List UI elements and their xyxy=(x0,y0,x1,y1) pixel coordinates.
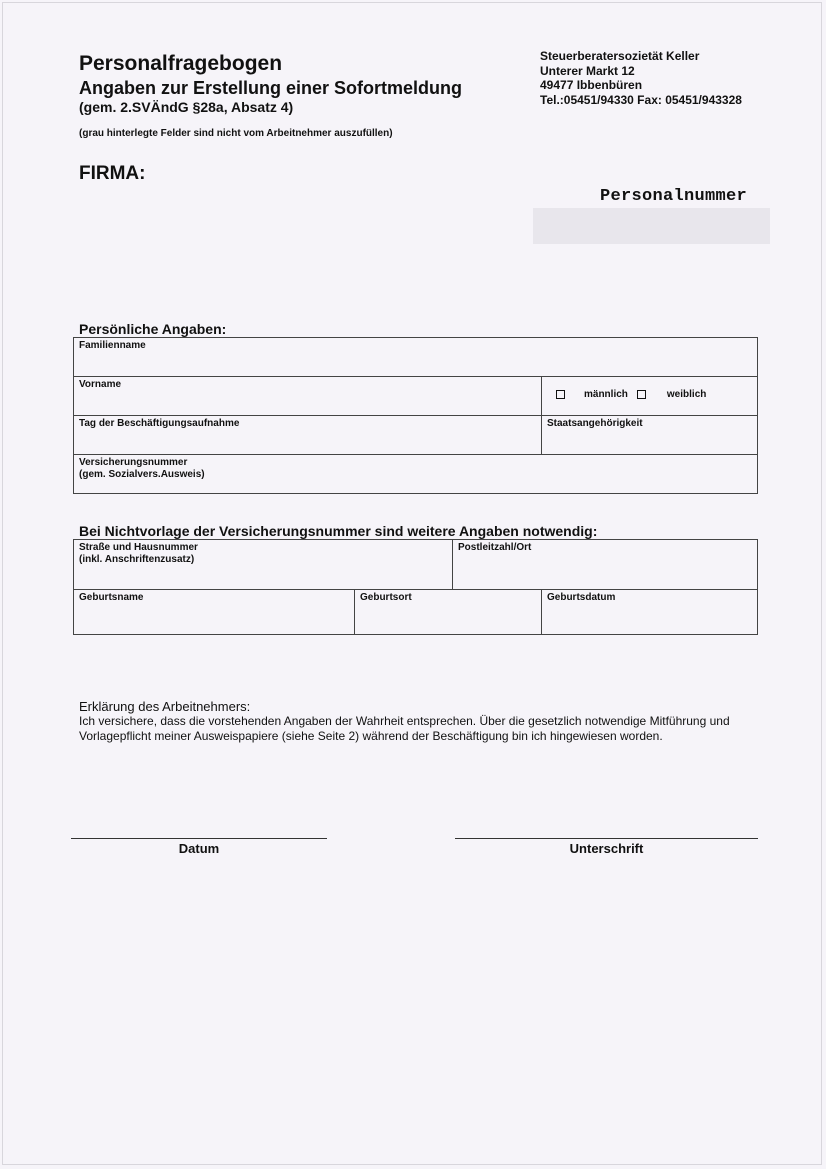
office-city: 49477 Ibbenbüren xyxy=(540,78,643,92)
first-name-field[interactable] xyxy=(73,376,542,416)
nationality-field[interactable] xyxy=(541,415,758,455)
signature-line[interactable] xyxy=(455,838,758,839)
office-contact: Tel.:05451/94330 Fax: 05451/943328 xyxy=(540,92,742,107)
start-date-field[interactable] xyxy=(73,415,542,455)
nationality-label: Staatsangehörigkeit xyxy=(547,418,643,429)
declaration-text: Ich versichere, dass die vorstehenden Angaben der Wahrheit entsprechen. Über die gesetzlich notwendige Mitführung und Vorlagepflicht meiner Ausweispapiere (siehe Seite 2) während der Beschäftigung bin ich hingewiesen worden. xyxy=(79,714,730,743)
male-label: männlich xyxy=(584,389,628,400)
street-label: Straße und Hausnummer xyxy=(79,542,198,553)
office-street: Unterer Markt 12 xyxy=(540,63,635,78)
personnel-number-label: Personalnummer xyxy=(600,187,748,206)
gray-field-note: (grau hinterlegte Felder sind nicht vom Arbeitnehmer auszufüllen) xyxy=(79,128,393,139)
declaration-title: Erklärung des Arbeitnehmers: xyxy=(79,699,251,714)
additional-section-title: Bei Nichtvorlage der Versicherungsnummer sind weitere Angaben notwendig: xyxy=(79,523,598,539)
family-name-field[interactable] xyxy=(73,337,758,377)
postal-label: Postleitzahl/Ort xyxy=(458,542,532,553)
page-subtitle: Angaben zur Erstellung einer Sofortmeldung xyxy=(79,78,463,98)
birth-name-field[interactable] xyxy=(73,589,355,635)
family-name-label: Familienname xyxy=(79,340,146,351)
start-date-label: Tag der Beschäftigungsaufnahme xyxy=(79,418,240,429)
street-note: (inkl. Anschriftenzusatz) xyxy=(79,554,195,565)
company-label: FIRMA: xyxy=(79,163,146,184)
personnel-number-field[interactable] xyxy=(533,208,770,244)
birth-place-field[interactable] xyxy=(354,589,542,635)
office-name: Steuerberatersozietät Keller xyxy=(540,49,700,63)
insurance-number-field[interactable] xyxy=(73,454,758,494)
gender-options xyxy=(556,389,706,400)
date-label: Datum xyxy=(178,841,220,856)
postal-field[interactable] xyxy=(452,539,758,590)
street-field[interactable] xyxy=(73,539,453,590)
page-title: Personalfragebogen xyxy=(79,52,283,75)
male-checkbox[interactable] xyxy=(556,390,565,399)
signature-label: Unterschrift xyxy=(569,841,644,856)
insurance-number-note: (gem. Sozialvers.Ausweis) xyxy=(79,469,205,480)
personal-section-title: Persönliche Angaben: xyxy=(79,321,227,337)
female-label: weiblich xyxy=(666,389,707,400)
female-checkbox[interactable] xyxy=(637,390,646,399)
legal-reference: (gem. 2.SVÄndG §28a, Absatz 4) xyxy=(79,99,294,115)
date-line[interactable] xyxy=(71,838,327,839)
birth-date-field[interactable] xyxy=(541,589,758,635)
insurance-number-label: Versicherungsnummer xyxy=(79,457,188,468)
birth-place-label: Geburtsort xyxy=(360,592,412,603)
birth-date-label: Geburtsdatum xyxy=(547,592,616,603)
office-address xyxy=(540,49,742,107)
birth-name-label: Geburtsname xyxy=(79,592,144,603)
declaration xyxy=(79,699,779,744)
first-name-label: Vorname xyxy=(79,379,122,390)
